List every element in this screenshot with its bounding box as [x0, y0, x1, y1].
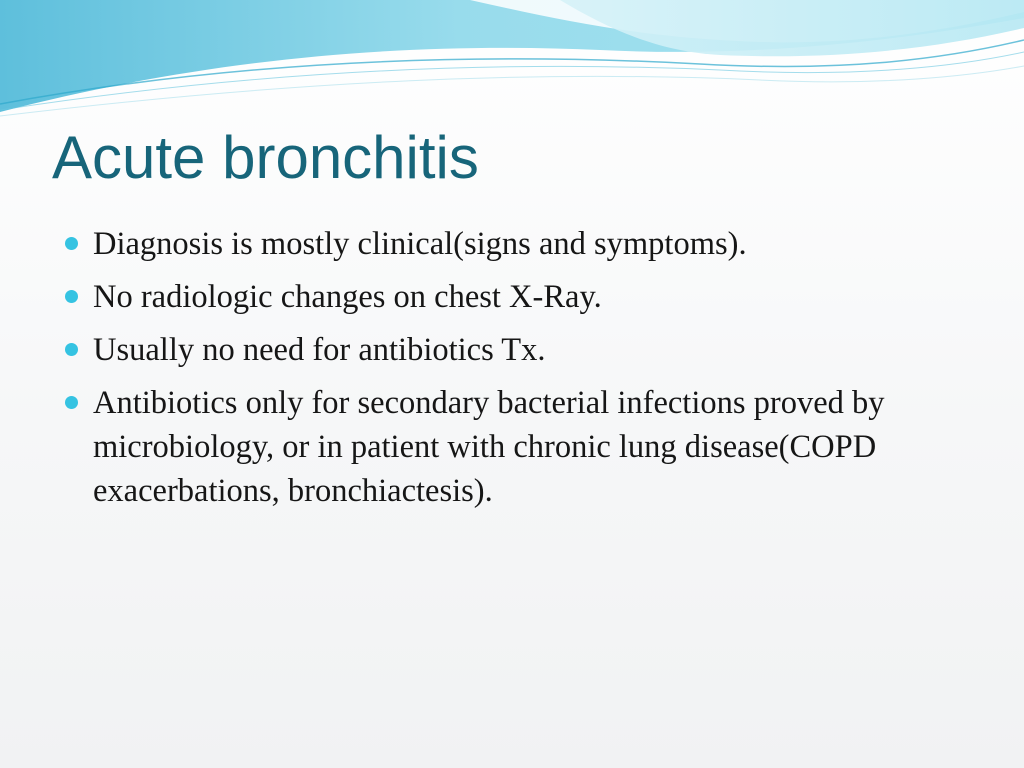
- bullet-text: Diagnosis is mostly clinical(signs and symptoms).: [93, 226, 747, 262]
- bullet-dot-icon: [65, 396, 78, 409]
- bullet-dot-icon: [65, 343, 78, 356]
- bullet-dot-icon: [65, 290, 78, 303]
- bullet-text: No radiologic changes on chest X-Ray.: [93, 279, 602, 315]
- bullet-text: Usually no need for antibiotics Tx.: [93, 332, 546, 368]
- bullet-item: [64, 275, 934, 319]
- bullet-item: [64, 328, 934, 372]
- header-wave-decoration: [0, 0, 1024, 130]
- slide-title: Acute bronchitis: [52, 124, 479, 191]
- bullet-list: [64, 222, 934, 522]
- bullet-item: [64, 381, 934, 513]
- bullet-text: Antibiotics only for secondary bacterial infections proved by microbiology, or in patient with chronic lung disease(COPD exacerbations, bronchiactesis).: [93, 385, 885, 509]
- bullet-dot-icon: [65, 237, 78, 250]
- bullet-item: [64, 222, 934, 266]
